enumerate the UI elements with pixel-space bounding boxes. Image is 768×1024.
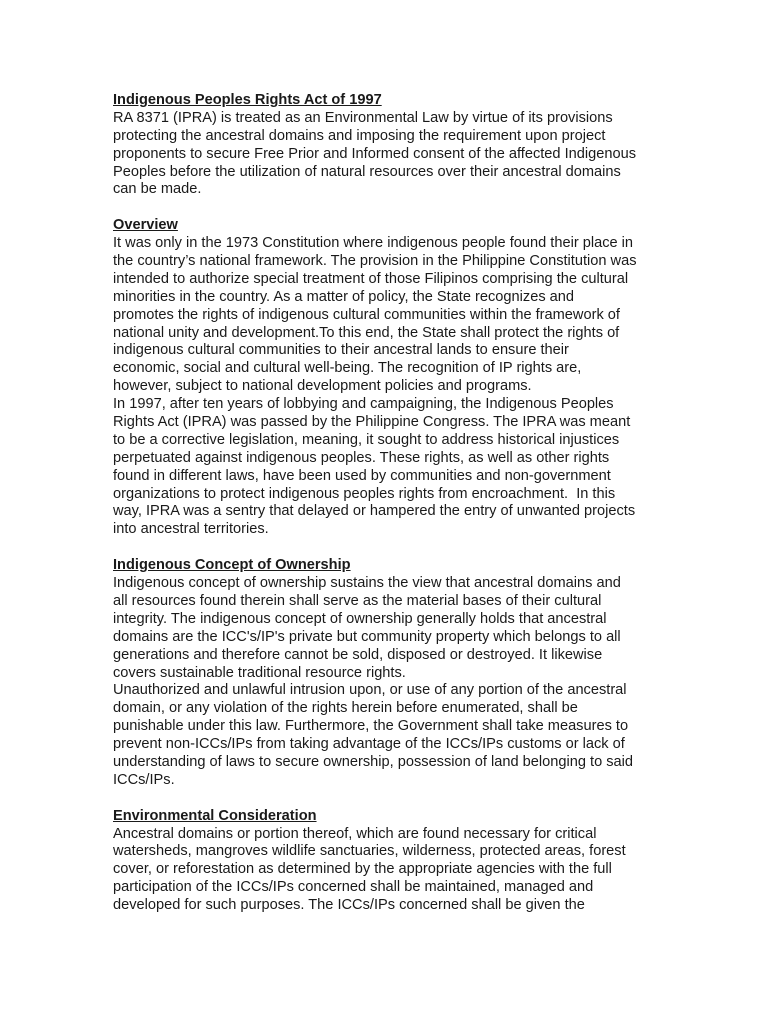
section-heading: Environmental Consideration <box>113 807 317 824</box>
text-line: domain, or any violation of the rights herein before enumerated, shall be <box>113 700 578 717</box>
text-line: into ancestral territories. <box>113 521 269 538</box>
text-line: Unauthorized and unlawful intrusion upon, or use of any portion of the ancestral <box>113 682 627 699</box>
text-line: however, subject to national development policies and programs. <box>113 378 532 395</box>
text-line: Indigenous concept of ownership sustains the view that ancestral domains and <box>113 575 621 592</box>
document-section <box>113 92 733 199</box>
text-line: proponents to secure Free Prior and Informed consent of the affected Indigenous <box>113 145 637 162</box>
text-line: participation of the ICCs/IPs concerned shall be maintained, managed and <box>113 879 594 896</box>
text-line: protecting the ancestral domains and imposing the requirement upon project <box>113 127 606 144</box>
text-line: understanding of laws to secure ownership, possession of land belonging to said <box>113 753 634 770</box>
text-line: prevent non-ICCs/IPs from taking advantage of the ICCs/IPs customs or lack of <box>113 736 625 753</box>
text-line: In 1997, after ten years of lobbying and campaigning, the Indigenous Peoples <box>113 396 614 413</box>
text-line: developed for such purposes. The ICCs/IPs concerned shall be given the <box>113 897 585 914</box>
text-line: ICCs/IPs. <box>113 771 175 788</box>
document-section <box>113 217 733 539</box>
text-line: economic, social and cultural well-being. The recognition of IP rights are, <box>113 360 582 377</box>
text-line: way, IPRA was a sentry that delayed or hampered the entry of unwanted projects <box>113 503 636 520</box>
text-line: minorities in the country. As a matter of policy, the State recognizes and <box>113 288 575 305</box>
text-line: national unity and development.To this end, the State shall protect the rights of <box>113 324 620 341</box>
text-line: Peoples before the utilization of natural resources over their ancestral domains <box>113 163 621 180</box>
document-section <box>113 557 733 790</box>
text-line: Ancestral domains or portion thereof, which are found necessary for critical <box>113 825 597 842</box>
text-line: promotes the rights of indigenous cultural communities within the framework of <box>113 306 620 323</box>
text-line: found in different laws, have been used by communities and non-government <box>113 467 611 484</box>
text-line: indigenous cultural communities to their ancestral lands to ensure their <box>113 342 569 359</box>
text-line: generations and therefore cannot be sold, disposed or destroyed. It likewise <box>113 646 603 663</box>
text-line: domains are the ICC's/IP's private but community property which belongs to all <box>113 628 621 645</box>
text-line: watersheds, mangroves wildlife sanctuaries, wilderness, protected areas, forest <box>113 843 626 860</box>
text-line: the country’s national framework. The provision in the Philippine Constitution was <box>113 253 637 270</box>
text-line: perpetuated against indigenous peoples. These rights, as well as other rights <box>113 449 610 466</box>
text-line: cover, or reforestation as determined by the appropriate agencies with the full <box>113 861 612 878</box>
text-line: integrity. The indigenous concept of ownership generally holds that ancestral <box>113 610 607 627</box>
text-line: punishable under this law. Furthermore, the Government shall take measures to <box>113 718 629 735</box>
paragraph-gap <box>113 199 733 217</box>
text-line: organizations to protect indigenous peoples rights from encroachment. In this <box>113 485 616 502</box>
document-page <box>113 92 733 915</box>
text-line: covers sustainable traditional resource rights. <box>113 664 406 681</box>
paragraph-gap <box>113 790 733 808</box>
text-line: to be a corrective legislation, meaning, it sought to address historical injustices <box>113 431 620 448</box>
section-heading: Indigenous Concept of Ownership <box>113 557 351 574</box>
section-heading: Overview <box>113 217 178 234</box>
text-line: RA 8371 (IPRA) is treated as an Environmental Law by virtue of its provisions <box>113 109 613 126</box>
text-line: It was only in the 1973 Constitution where indigenous people found their place in <box>113 235 634 252</box>
document-section <box>113 808 733 915</box>
text-line: intended to authorize special treatment of those Filipinos comprising the cultural <box>113 270 629 287</box>
text-line: all resources found therein shall serve as the material bases of their cultural <box>113 592 602 609</box>
section-heading: Indigenous Peoples Rights Act of 1997 <box>113 92 382 108</box>
paragraph-gap <box>113 539 733 557</box>
text-line: can be made. <box>113 181 202 198</box>
text-line: Rights Act (IPRA) was passed by the Philippine Congress. The IPRA was meant <box>113 414 631 431</box>
